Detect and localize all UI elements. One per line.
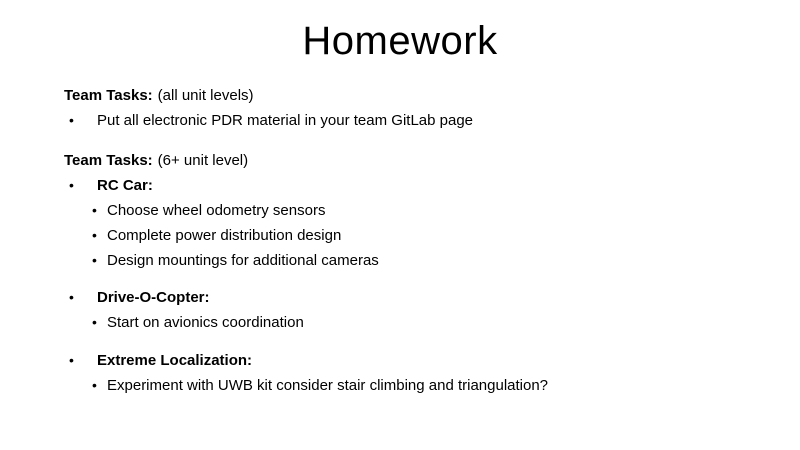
section-2-heading-rest: (6+ unit level) — [157, 152, 249, 169]
group-label: Extreme Localization: — [97, 352, 253, 369]
bullet-icon: • — [92, 252, 97, 268]
bullet-item — [64, 108, 800, 133]
section-1-heading — [64, 84, 800, 108]
bullet-item-group-label — [64, 348, 800, 373]
group-label: RC Car: — [97, 177, 153, 194]
group-label: Drive-O-Copter: — [97, 289, 210, 306]
bullet-item — [92, 373, 800, 398]
bullet-item-group-label — [64, 173, 800, 198]
bullet-icon: • — [69, 352, 74, 368]
bullet-item — [92, 310, 800, 335]
section-1-heading-rest: (all unit levels) — [157, 87, 254, 104]
bullet-text: Design mountings for additional cameras — [107, 252, 379, 269]
bullet-text: Start on avionics coordination — [107, 314, 304, 331]
bullet-text: Put all electronic PDR material in your team GitLab page — [97, 112, 474, 129]
slide-content — [64, 84, 800, 398]
bullet-icon: • — [69, 177, 74, 193]
section-2-heading — [64, 149, 800, 173]
bullet-icon: • — [92, 202, 97, 218]
slide-title: Homework — [302, 19, 498, 63]
section-1-heading-bold: Team Tasks: — [64, 87, 153, 104]
bullet-icon: • — [92, 377, 97, 393]
bullet-text: Complete power distribution design — [107, 227, 342, 244]
bullet-icon: • — [92, 314, 97, 330]
section-2-heading-bold: Team Tasks: — [64, 152, 153, 169]
bullet-item — [92, 248, 800, 273]
bullet-item — [92, 223, 800, 248]
bullet-text: Choose wheel odometry sensors — [107, 202, 326, 219]
bullet-text: Experiment with UWB kit consider stair climbing and triangulation? — [107, 377, 549, 394]
bullet-item-group-label — [64, 285, 800, 310]
bullet-icon: • — [69, 112, 74, 128]
bullet-item — [92, 198, 800, 223]
bullet-icon: • — [69, 289, 74, 305]
bullet-icon: • — [92, 227, 97, 243]
